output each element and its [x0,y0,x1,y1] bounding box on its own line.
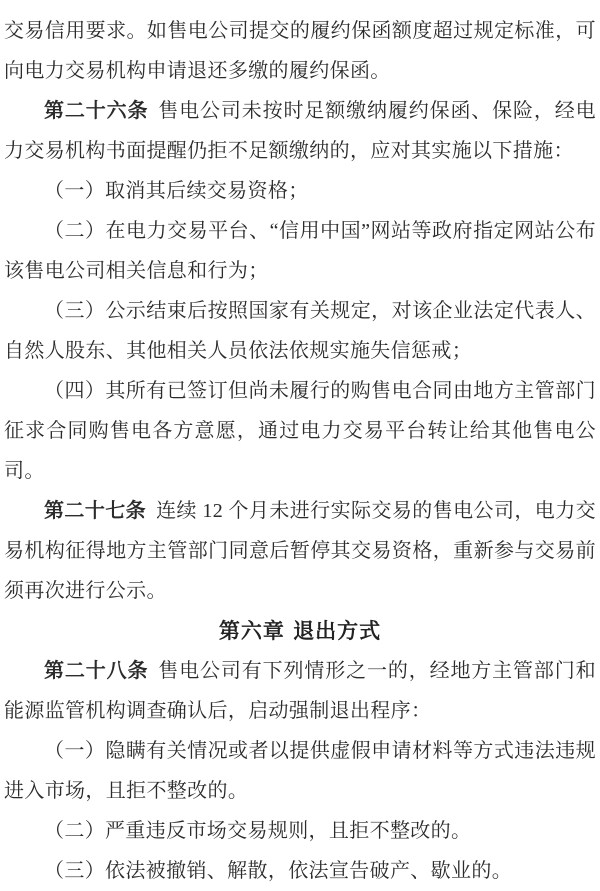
article-26-item-2-text: （二）在电力交易平台、“信用中国”网站等政府指定网站公布该售电公司相关信息和行为； [4,220,596,282]
article-28-item-3-text: （三）依法被撤销、解散，依法宣告破产、歇业的。 [44,860,513,882]
article-26-item-1-text: （一）取消其后续交易资格； [44,180,309,202]
article-28-item-2-text: （二）严重违反市场交易规则，且拒不整改的。 [44,820,472,842]
article-27-text: 连续 12 个月未进行实际交易的售电公司，电力交易机构征得地方主管部门同意后暂停其交易资格，重新参与交易前须再次进行公示。 [4,500,596,602]
article-26-text: 售电公司未按时足额缴纳履约保函、保险，经电力交易机构书面提醒仍拒不足额缴纳的，应对其实施以下措施： [4,100,596,162]
article-28-text: 售电公司有下列情形之一的，经地方主管部门和能源监管机构调查确认后，启动强制退出程序： [4,660,596,722]
article-28-item-2 [4,811,596,851]
article-26-item-3 [4,291,596,371]
article-27-paragraph [4,491,596,611]
article-26-paragraph [4,91,596,171]
chapter-6-heading [4,611,596,651]
article-28-paragraph [4,651,596,731]
article-28-item-1-text: （一）隐瞒有关情况或者以提供虚假申请材料等方式违法违规进入市场，且拒不整改的。 [4,740,596,802]
article-28-item-3 [4,851,596,891]
article-28-item-1 [4,731,596,811]
article-26-item-4 [4,371,596,491]
article-27-number: 第二十七条 [44,500,147,522]
article-26-item-4-text: （四）其所有已签订但尚未履行的购售电合同由地方主管部门征求合同购售电各方意愿，通过电力交易平台转让给其他售电公司。 [4,380,596,482]
article-26-number: 第二十六条 [44,100,149,122]
article-28-number: 第二十八条 [44,660,149,682]
intro-paragraph [4,11,596,91]
article-26-item-3-text: （三）公示结束后按照国家有关规定，对该企业法定代表人、自然人股东、其他相关人员依法依规实施失信惩戒； [4,300,596,362]
chapter-6-heading-text: 第六章 退出方式 [218,619,382,643]
article-26-item-2 [4,211,596,291]
intro-paragraph-text: 交易信用要求。如售电公司提交的履约保函额度超过规定标准，可向电力交易机构申请退还多缴的履约保函。 [4,20,596,82]
article-26-item-1 [4,171,596,211]
